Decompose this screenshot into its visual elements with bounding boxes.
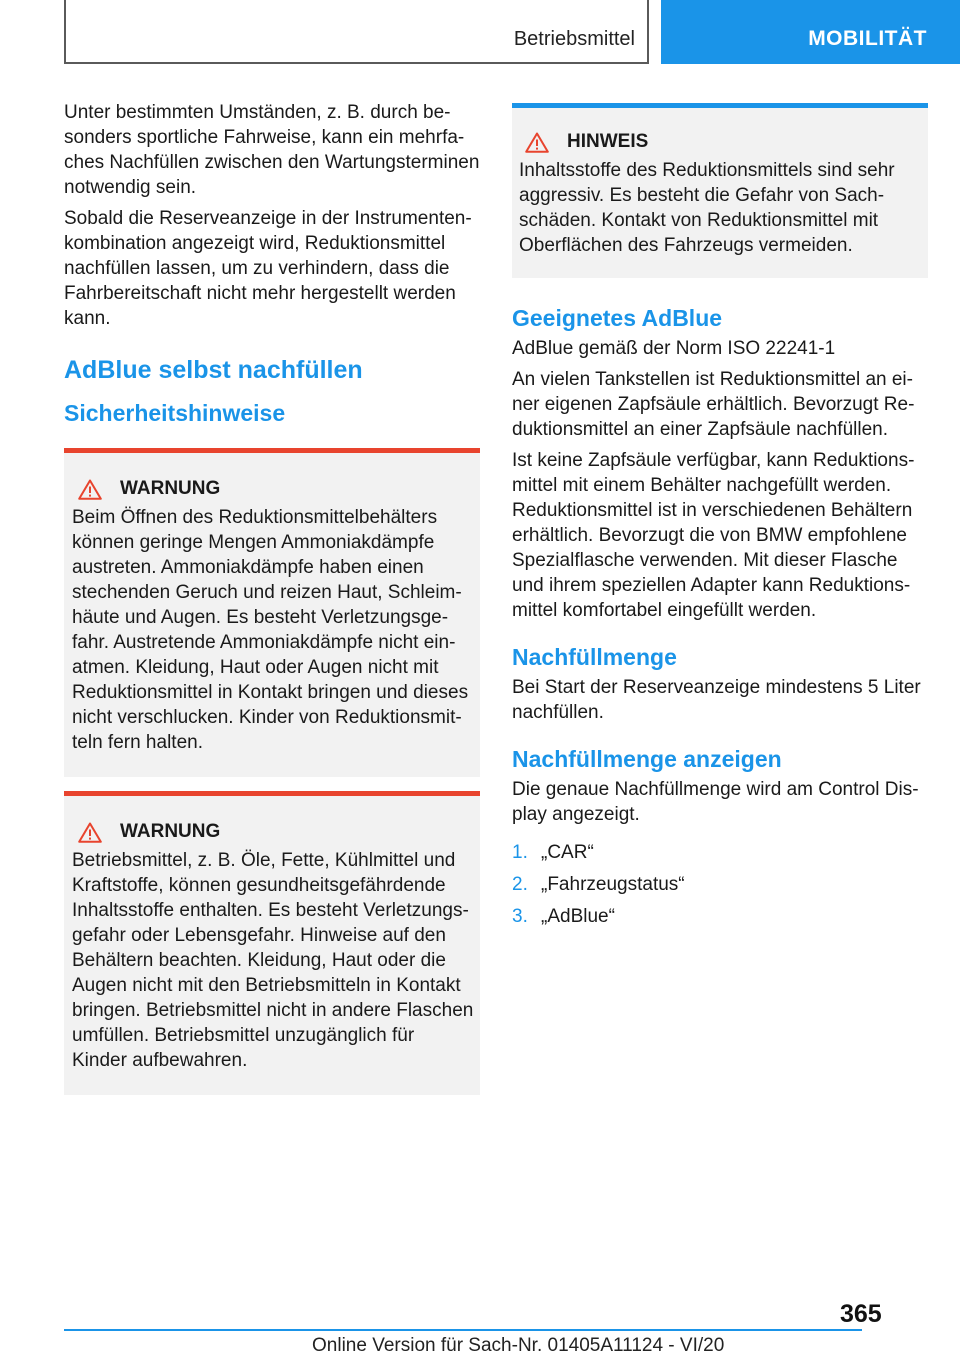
warning-text: Betriebsmittel, z. B. Öle, Fette, Kühlmittel und Kraftstoffe, können gesundheitsgefährdende Inhaltsstoffe enthalten. Es besteht Verletzungsgefahr oder Lebensgefahr. Hinweise auf den Behältern beachten. Kleidung, Haut oder die Augen nicht mit den Betriebsmitteln in Kontakt bringen. Betriebsmittel nicht in andere Flaschen umfüllen. Betriebsmittel unzugänglich für Kinder aufbewahren. — [72, 850, 474, 1071]
suitable-adblue-heading: Geeignetes AdBlue — [512, 305, 723, 331]
header-section-box — [64, 0, 649, 64]
warning-notice-header — [72, 477, 474, 501]
footer-divider — [64, 1329, 862, 1331]
warning-notice — [64, 448, 480, 777]
warning-notice — [64, 791, 480, 1095]
section-heading: AdBlue selbst nachfüllen — [64, 356, 363, 384]
list-item — [512, 841, 928, 865]
footer-online-version: Online Version für Sach-Nr. 01405A11124 - VI/20 — [312, 1335, 725, 1356]
step-number: 2. — [512, 874, 528, 895]
warning-title: WARNUNG — [120, 478, 221, 499]
adblue-paragraph: Ist keine Zapfsäule verfügbar, kann Reduktionsmittel mit einem Behälter nachgefüllt werden. Reduktionsmittel ist in verschiedenen Behältern erhältlich. Bevorzugt die von BMW empfohlene Spezialflasche verwenden. Mit dieser Flasche und ihrem speziellen Adapter kann Reduktionsmittel komfortabel eingefüllt werden. — [512, 450, 915, 621]
right-column — [512, 103, 928, 937]
list-item — [512, 873, 928, 897]
show-refill-amount-heading: Nachfüllmenge anzeigen — [512, 746, 782, 772]
page-number: 365 — [840, 1300, 882, 1328]
adblue-paragraph: An vielen Tankstellen ist Reduktionsmittel an einer eigenen Zapfsäule erhältlich. Bevorzugt Reduktionsmittel an einer Zapfsäule nachfüllen. — [512, 369, 915, 440]
step-label: „Fahrzeugstatus“ — [541, 874, 685, 895]
step-number: 3. — [512, 906, 528, 927]
safety-subheading: Sicherheitshinweise — [64, 400, 286, 426]
hint-notice — [512, 103, 928, 278]
warning-text: Beim Öffnen des Reduktionsmittelbehälters können geringe Mengen Ammoniakdämpfe austreten. Ammoniakdämpfe haben einen stechenden Geruch und reizen Haut, Schleimhäute und Augen. Es besteht Verletzungsgefahr. Austretende Ammoniakdämpfe nicht einatmen. Kleidung, Haut oder Augen nicht mit Reduktionsmittel in Kontakt bringen und dieses nicht verschlucken. Kinder von Reduktionsmitteln fern halten. — [72, 507, 469, 753]
header-chapter-title: MOBILITÄT — [808, 27, 927, 50]
hint-triangle-icon — [525, 132, 549, 153]
hint-text: Inhaltsstoffe des Reduktionsmittels sind sehr aggressiv. Es besteht die Gefahr von Sachschäden. Kontakt von Reduktionsmittel mit Oberflächen des Fahrzeugs vermeiden. — [519, 160, 895, 256]
refill-amount-text: Bei Start der Reserveanzeige mindestens 5 Liter nachfüllen. — [512, 677, 921, 723]
left-column — [64, 100, 480, 1095]
warning-triangle-icon — [78, 822, 102, 843]
step-number: 1. — [512, 842, 528, 863]
hint-title: HINWEIS — [567, 131, 649, 152]
header-section-title: Betriebsmittel — [513, 28, 635, 50]
menu-steps-list — [512, 841, 928, 929]
adblue-paragraph: AdBlue gemäß der Norm ISO 22241-1 — [512, 338, 836, 359]
warning-triangle-icon — [78, 479, 102, 500]
intro-paragraph: Unter bestimmten Umständen, z. B. durch besonders sportliche Fahrweise, kann ein mehrfaches Nachfüllen zwischen den Wartungsterminen notwendig sein. — [64, 102, 480, 198]
hint-notice-header — [519, 130, 922, 154]
refill-amount-heading: Nachfüllmenge — [512, 644, 677, 670]
step-label: „CAR“ — [541, 842, 594, 863]
header-chapter-tab — [661, 0, 960, 64]
show-refill-amount-text: Die genaue Nachfüllmenge wird am Control Display angezeigt. — [512, 779, 919, 825]
list-item — [512, 905, 928, 929]
step-label: „AdBlue“ — [541, 906, 615, 927]
warning-notice-header — [72, 820, 474, 844]
intro-paragraph: Sobald die Reserveanzeige in der Instrumentenkombination angezeigt wird, Reduktionsmittel nachfüllen lassen, um zu verhindern, dass die Fahrbereitschaft nicht mehr hergestellt werden kann. — [64, 208, 472, 329]
warning-title: WARNUNG — [120, 821, 221, 842]
